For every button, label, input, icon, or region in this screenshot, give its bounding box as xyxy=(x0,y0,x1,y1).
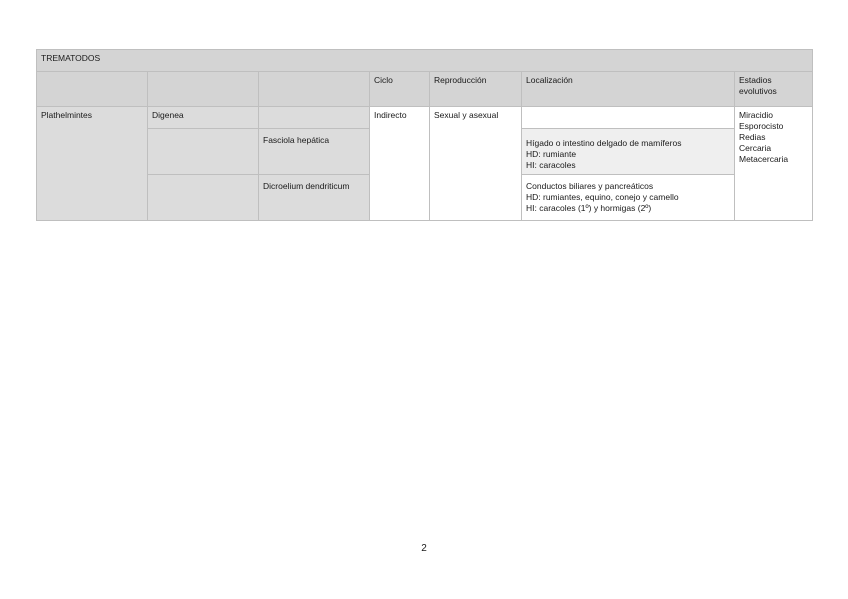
column-header-reproduccion: Reproducción xyxy=(430,72,522,107)
empty-cell xyxy=(148,175,259,221)
localizacion-line: Conductos biliares y pancreáticos xyxy=(526,181,654,191)
table-row xyxy=(37,107,813,129)
column-header-ciclo: Ciclo xyxy=(370,72,430,107)
subclass-cell: Digenea xyxy=(148,107,259,129)
phylum-cell: Plathelmintes xyxy=(37,107,148,221)
empty-cell xyxy=(522,107,735,129)
localizacion-line: HI: caracoles xyxy=(526,160,576,170)
page-number: 2 xyxy=(421,543,427,554)
species-cell: Fasciola hepática xyxy=(259,129,370,175)
localizacion-line: HD: rumiante xyxy=(526,149,577,159)
localizacion-line: HI: caracoles (1º) y hormigas (2º) xyxy=(526,203,652,213)
trematodos-table xyxy=(36,49,813,221)
estadio-item: Cercaria xyxy=(739,143,772,153)
table-title: TREMATODOS xyxy=(37,50,813,72)
estadio-item: Metacercaria xyxy=(739,154,789,164)
table-title-row xyxy=(37,50,813,72)
estadio-item: Esporocisto xyxy=(739,121,784,131)
estadios-cell xyxy=(735,107,813,221)
estadio-item: Redias xyxy=(739,132,766,142)
ciclo-cell: Indirecto xyxy=(370,107,430,221)
localizacion-line: HD: rumiantes, equino, conejo y camello xyxy=(526,192,679,202)
species-cell: Dicroelium dendriticum xyxy=(259,175,370,221)
localizacion-cell xyxy=(522,129,735,175)
column-header xyxy=(259,72,370,107)
empty-cell xyxy=(259,107,370,129)
localizacion-line: Hígado o intestino delgado de mamíferos xyxy=(526,138,682,148)
column-header xyxy=(37,72,148,107)
column-header-localizacion: Localización xyxy=(522,72,735,107)
column-header-estadios: Estadios evolutivos xyxy=(735,72,813,107)
reproduccion-cell: Sexual y asexual xyxy=(430,107,522,221)
table-header-row xyxy=(37,72,813,107)
empty-cell xyxy=(148,129,259,175)
column-header xyxy=(148,72,259,107)
estadio-item: Miracidio xyxy=(739,110,774,120)
localizacion-cell xyxy=(522,175,735,221)
